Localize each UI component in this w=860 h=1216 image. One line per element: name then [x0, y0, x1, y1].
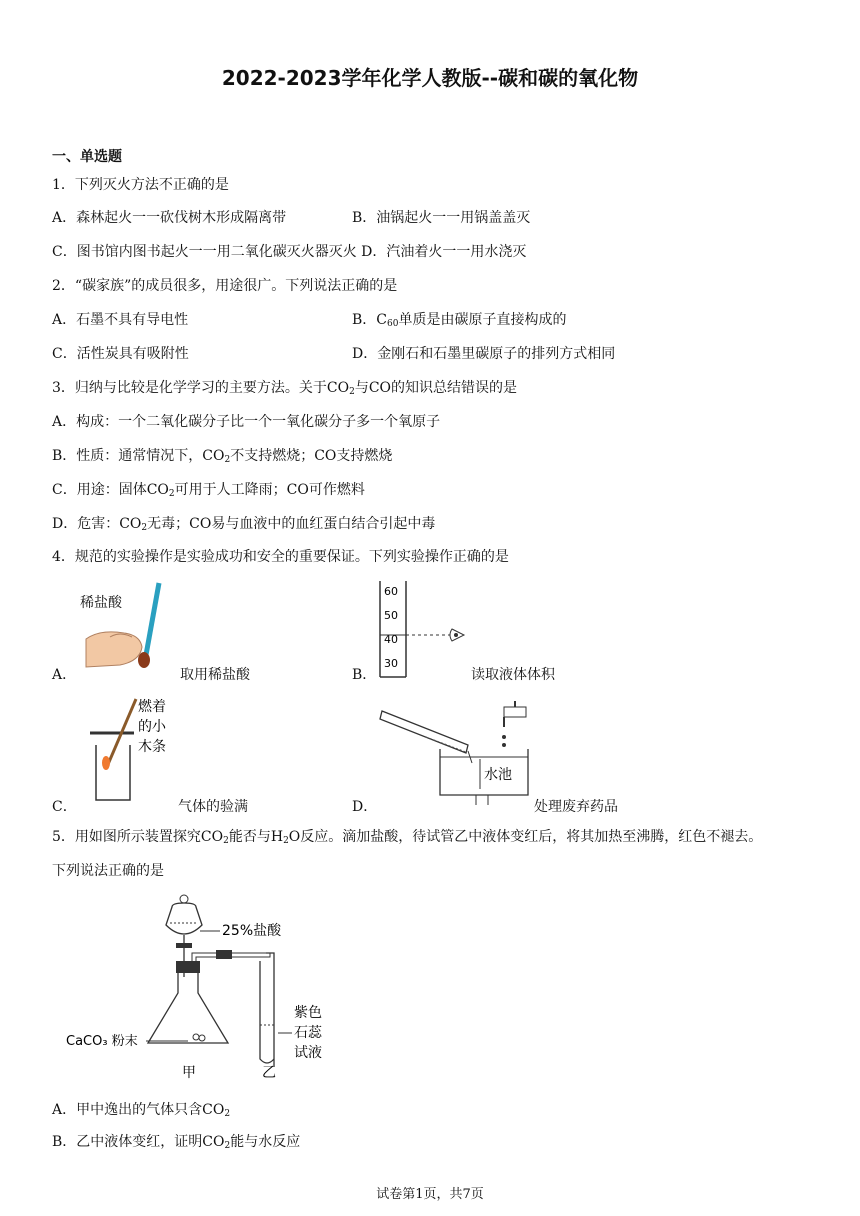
cylinder-figure: [370, 581, 480, 681]
stick-label-1: 燃着: [138, 699, 166, 715]
hand-icon: [86, 632, 142, 667]
q4-option-b-caption: 读取液体体积: [471, 667, 555, 683]
q2-option-a: A．石墨不具有导电性: [52, 312, 189, 328]
q4-option-c-caption: 气体的验满: [178, 799, 248, 815]
litmus-label-1: 紫色: [294, 1005, 322, 1021]
tick-50: 50: [384, 609, 398, 622]
q3-option-b: B．性质：通常情况下，$CO_2$不支持燃烧；CO支持燃烧: [52, 448, 393, 465]
flame-icon: [102, 756, 110, 770]
powder-label: CaCO₃ 粉末: [66, 1034, 138, 1049]
q4-option-d-caption: 处理废弃药品: [534, 799, 618, 815]
gas-bottle-figure: [84, 695, 184, 805]
dropper-label: 稀盐酸: [80, 595, 122, 611]
q2-option-b: B．$C_{60}$单质是由碳原子直接构成的: [352, 312, 567, 329]
litmus-label-3: 试液: [294, 1045, 322, 1061]
sink-figure: [378, 697, 538, 807]
q1-option-a: A．森林起火一一砍伐树木形成隔离带: [52, 210, 287, 226]
page-title: 2022-2023学年化学人教版--碳和碳的氧化物: [221, 66, 639, 90]
test-tube-icon: [380, 711, 468, 753]
tick-30: 30: [384, 657, 398, 670]
q1-option-cd: C．图书馆内图书起火一一用二氧化碳灭火器灭火 D．汽油着火一一用水浇灭: [52, 244, 527, 260]
tube-label-yi: 乙: [262, 1065, 276, 1081]
q3-option-d: D．危害：$CO_2$无毒；CO易与血液中的血红蛋白结合引起中毒: [52, 516, 436, 533]
dropper-tube-icon: [146, 583, 159, 655]
acid-label: 25%盐酸: [222, 923, 282, 939]
q2-option-d: D．金刚石和石墨里碳原子的排列方式相同: [352, 346, 616, 362]
dropper-figure: [80, 575, 170, 685]
q4-option-a-caption: 取用稀盐酸: [180, 667, 250, 683]
q4-stem: 4．规范的实验操作是实验成功和安全的重要保证。下列实验操作正确的是: [52, 549, 509, 565]
sink-label: 水池: [484, 767, 512, 783]
faucet-icon: [504, 707, 526, 717]
q5-stem: 5．用如图所示装置探究$CO_2$能否与$H_2O$反应。滴加盐酸，待试管乙中液体变红后，将其加热至沸腾，红色不褪去。: [52, 829, 763, 846]
q1-stem: 1．下列灭火方法不正确的是: [52, 177, 229, 193]
conical-flask-icon: [148, 973, 228, 1043]
q3-option-a: A．构成：一个二氧化碳分子比一个一氧化碳分子多一个氧原子: [52, 414, 441, 430]
tick-60: 60: [384, 585, 398, 598]
q2-stem: 2．“碳家族”的成员很多，用途很广。下列说法正确的是: [52, 278, 398, 294]
q5-option-a: A．甲中逸出的气体只含$CO_2$: [52, 1102, 231, 1119]
apparatus-figure: [60, 885, 340, 1085]
q4-option-d-letter: D．: [352, 799, 378, 815]
litmus-label-2: 石蕊: [294, 1025, 322, 1041]
q3-stem: 3．归纳与比较是化学学习的主要方法。关于$CO_2$与CO的知识总结错误的是: [52, 380, 518, 397]
section-heading: 一、单选题: [52, 149, 122, 165]
q1-option-b: B．油锅起火一一用锅盖盖灭: [352, 210, 531, 226]
flask-label-jia: 甲: [182, 1065, 196, 1081]
funnel-stopper-icon: [180, 895, 188, 903]
q3-option-c: C．用途：固体$CO_2$可用于人工降雨；CO可作燃料: [52, 482, 365, 499]
tick-40: 40: [384, 633, 398, 646]
stick-label-2: 的小: [138, 719, 166, 735]
q5-stem-line2: 下列说法正确的是: [52, 863, 164, 879]
q4-option-c-letter: C．: [52, 799, 77, 815]
q5-option-b: B．乙中液体变红，证明$CO_2$能与水反应: [52, 1134, 301, 1151]
q4-option-a-letter: A．: [52, 667, 77, 683]
page-footer: 试卷第1页，共7页: [376, 1187, 484, 1202]
stopcock-icon: [176, 943, 192, 948]
stick-label-3: 木条: [138, 739, 166, 755]
q2-option-c: C．活性炭具有吸附性: [52, 346, 189, 362]
separatory-funnel-icon: [166, 903, 202, 934]
test-tube-yi-icon: [260, 961, 274, 1063]
q4-option-b-letter: B．: [352, 667, 377, 683]
